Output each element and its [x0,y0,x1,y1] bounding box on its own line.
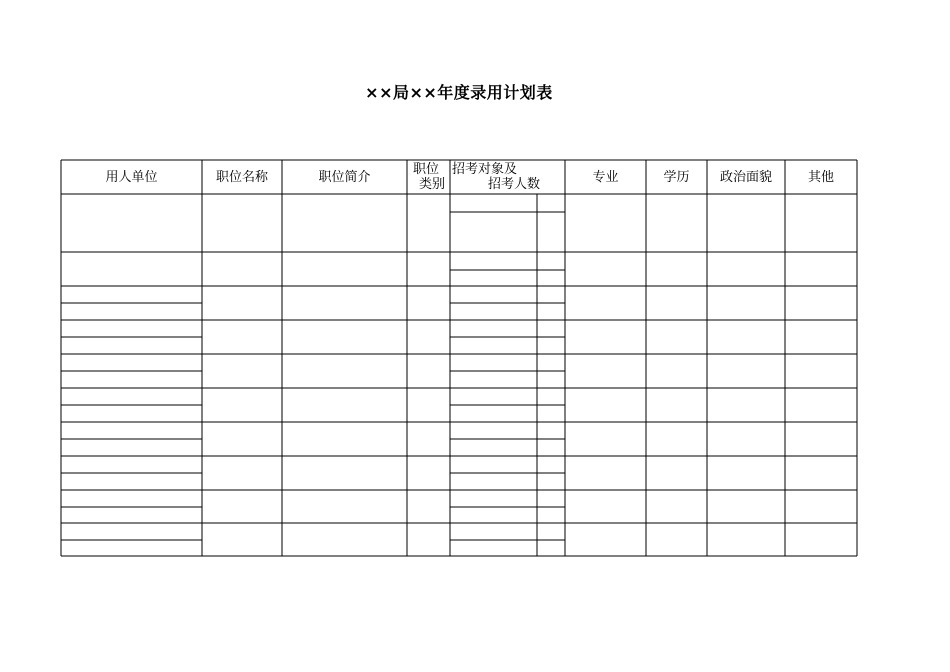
header-post-type-line1: 职位 [412,162,439,177]
header-target-line1: 招考对象及 [452,162,518,177]
header-major: 专业 [592,170,619,185]
page-title: ××局××年度录用计划表 [365,83,553,102]
header-post-intro: 职位简介 [318,170,371,185]
header-post-name: 职位名称 [215,170,268,185]
header-other: 其他 [807,170,834,185]
header-unit: 用人单位 [105,170,158,185]
header-political: 政治面貌 [719,170,772,185]
header-education: 学历 [663,170,690,185]
header-target-line2: 招考人数 [488,177,541,192]
header-post-type-line2: 类别 [418,177,445,192]
